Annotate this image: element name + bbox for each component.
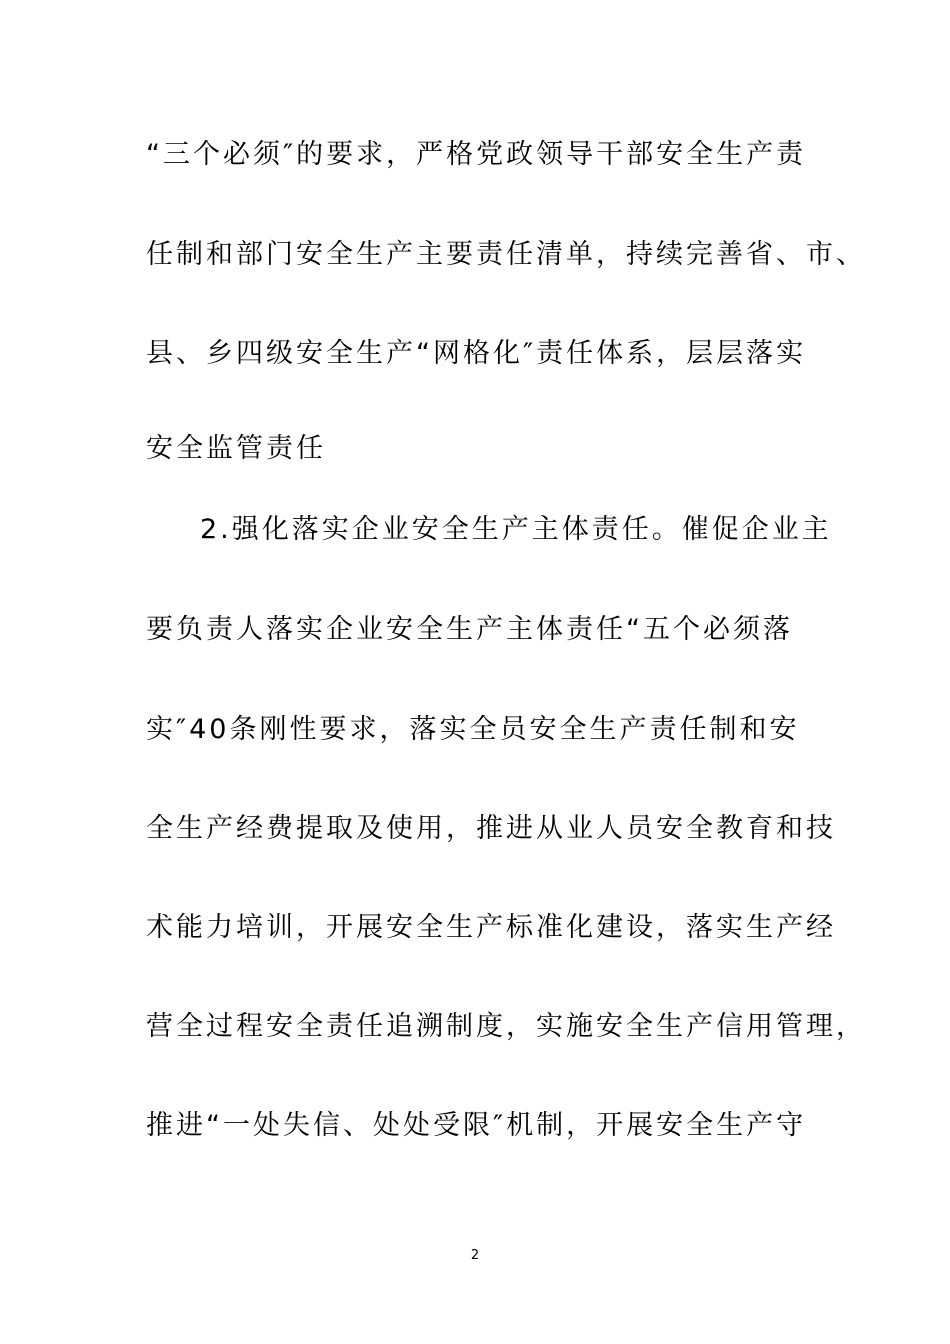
text-line: 安全监管责任 xyxy=(146,433,326,464)
text-line: 全生产经费提取及使用，推进从业人员安全教育和技 xyxy=(146,813,836,844)
text-line: 要负责人落实企业安全生产主体责任“五个必须落 xyxy=(146,614,793,645)
text-line: 推进“一处失信、处处受限″机制，开展安全生产守 xyxy=(146,1110,807,1141)
text-line: 术能力培训，开展安全生产标准化建设，落实生产经 xyxy=(146,912,836,943)
paragraph-heading-line: 2.强化落实企业安全生产主体责任。催促企业主 xyxy=(200,514,832,545)
text-line: 营全过程安全责任追溯制度，实施安全生产信用管理， xyxy=(146,1011,866,1042)
text-line: 任制和部门安全生产主要责任清单，持续完善省、市、 xyxy=(146,239,866,270)
text-line: 县、乡四级安全生产“网格化″责任体系，层层落实 xyxy=(146,338,807,369)
text-line: 实″40条刚性要求，落实全员安全生产责任制和安 xyxy=(146,714,800,745)
page-number: 2 xyxy=(470,1248,480,1263)
text-line: “三个必须″的要求，严格党政领导干部安全生产责 xyxy=(146,139,807,170)
